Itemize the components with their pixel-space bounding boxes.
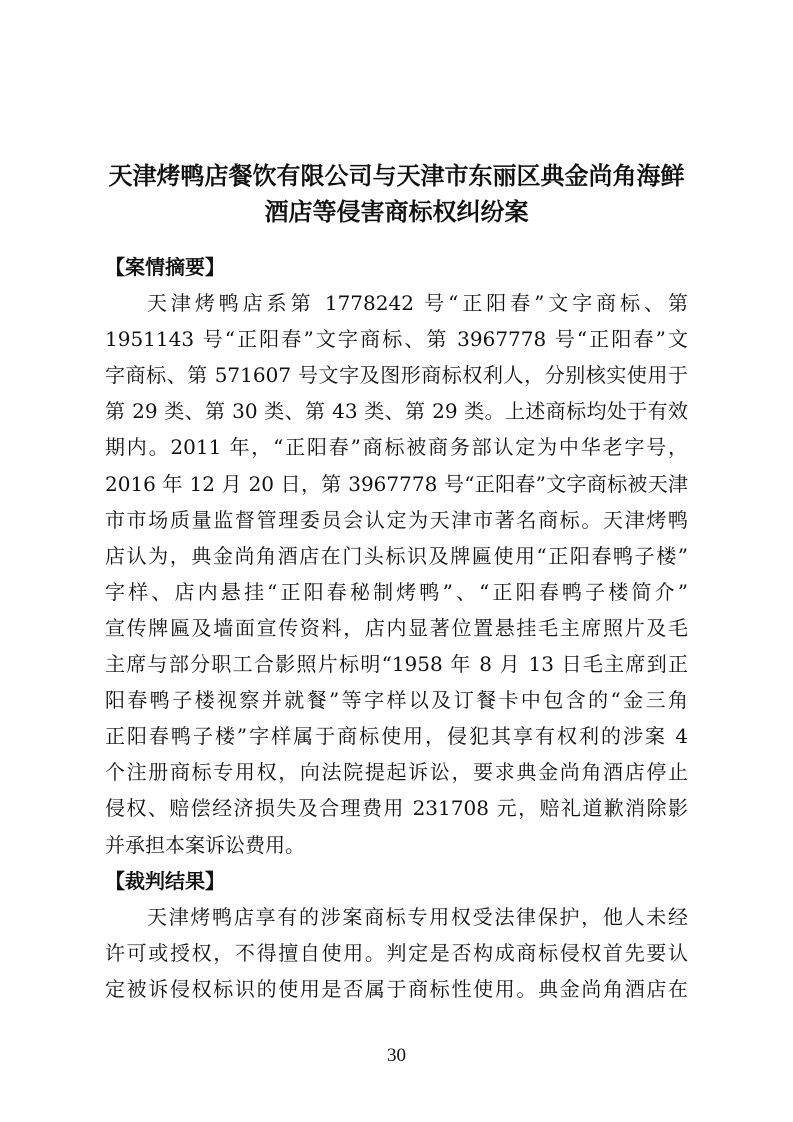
- paragraph-line: 个注册商标专用权，向法院提起诉讼，要求典金尚角酒店停止: [105, 760, 688, 785]
- paragraph-line: 字样、店内悬挂“正阳春秘制烤鸭”、“正阳春鸭子楼简介”: [105, 579, 688, 604]
- paragraph-line: 第 29 类、第 30 类、第 43 类、第 29 类。上述商标均处于有效: [105, 399, 688, 424]
- section-heading-case-summary: 【案情摘要】: [105, 255, 225, 279]
- paragraph-line: 市市场质量监督管理委员会认定为天津市著名商标。天津烤鸭: [105, 507, 688, 532]
- case-title: [60, 158, 733, 230]
- case-title-line-2: 酒店等侵害商标权纠纷案: [264, 198, 529, 226]
- paragraph-line: 期内。2011 年，“正阳春”商标被商务部认定为中华老字号，: [105, 435, 688, 460]
- paragraph-line: 天津烤鸭店系第 1778242 号“正阳春”文字商标、第: [147, 291, 688, 316]
- paragraph-line: 并承担本案诉讼费用。: [105, 832, 305, 857]
- page-number: 30: [387, 1045, 406, 1066]
- paragraph-line: 2016 年 12 月 20 日，第 3967778 号“正阳春”文字商标被天津: [105, 471, 688, 496]
- paragraph-line: 字商标、第 571607 号文字及图形商标权利人，分别核实使用于: [105, 363, 688, 388]
- case-body: [105, 249, 688, 1007]
- paragraph-line: 正阳春鸭子楼”字样属于商标使用，侵犯其享有权利的涉案 4: [105, 724, 688, 749]
- paragraph-line: 天津烤鸭店享有的涉案商标专用权受法律保护，他人未经: [147, 904, 688, 929]
- paragraph-line: 许可或授权，不得擅自使用。判定是否构成商标侵权首先要认: [105, 940, 688, 965]
- paragraph-line: 宣传牌匾及墙面宣传资料，店内显著位置悬挂毛主席照片及毛: [105, 615, 688, 640]
- paragraph-line: 定被诉侵权标识的使用是否属于商标性使用。典金尚角酒店在: [105, 976, 688, 1001]
- paragraph-line: 主席与部分职工合影照片标明“1958 年 8 月 13 日毛主席到正: [105, 652, 688, 677]
- paragraph-line: 侵权、赔偿经济损失及合理费用 231708 元，赔礼道歉消除影: [105, 796, 688, 821]
- case-title-line-1: 天津烤鸭店餐饮有限公司与天津市东丽区典金尚角海鲜: [108, 162, 685, 190]
- paragraph-line: 阳春鸭子楼视察并就餐”等字样以及订餐卡中包含的“金三角: [105, 688, 688, 713]
- paragraph-line: 1951143 号“正阳春”文字商标、第 3967778 号“正阳春”文: [105, 327, 688, 352]
- section-heading-judgment-result: 【裁判结果】: [105, 868, 225, 893]
- paragraph-line: 店认为，典金尚角酒店在门头标识及牌匾使用“正阳春鸭子楼”: [105, 543, 688, 568]
